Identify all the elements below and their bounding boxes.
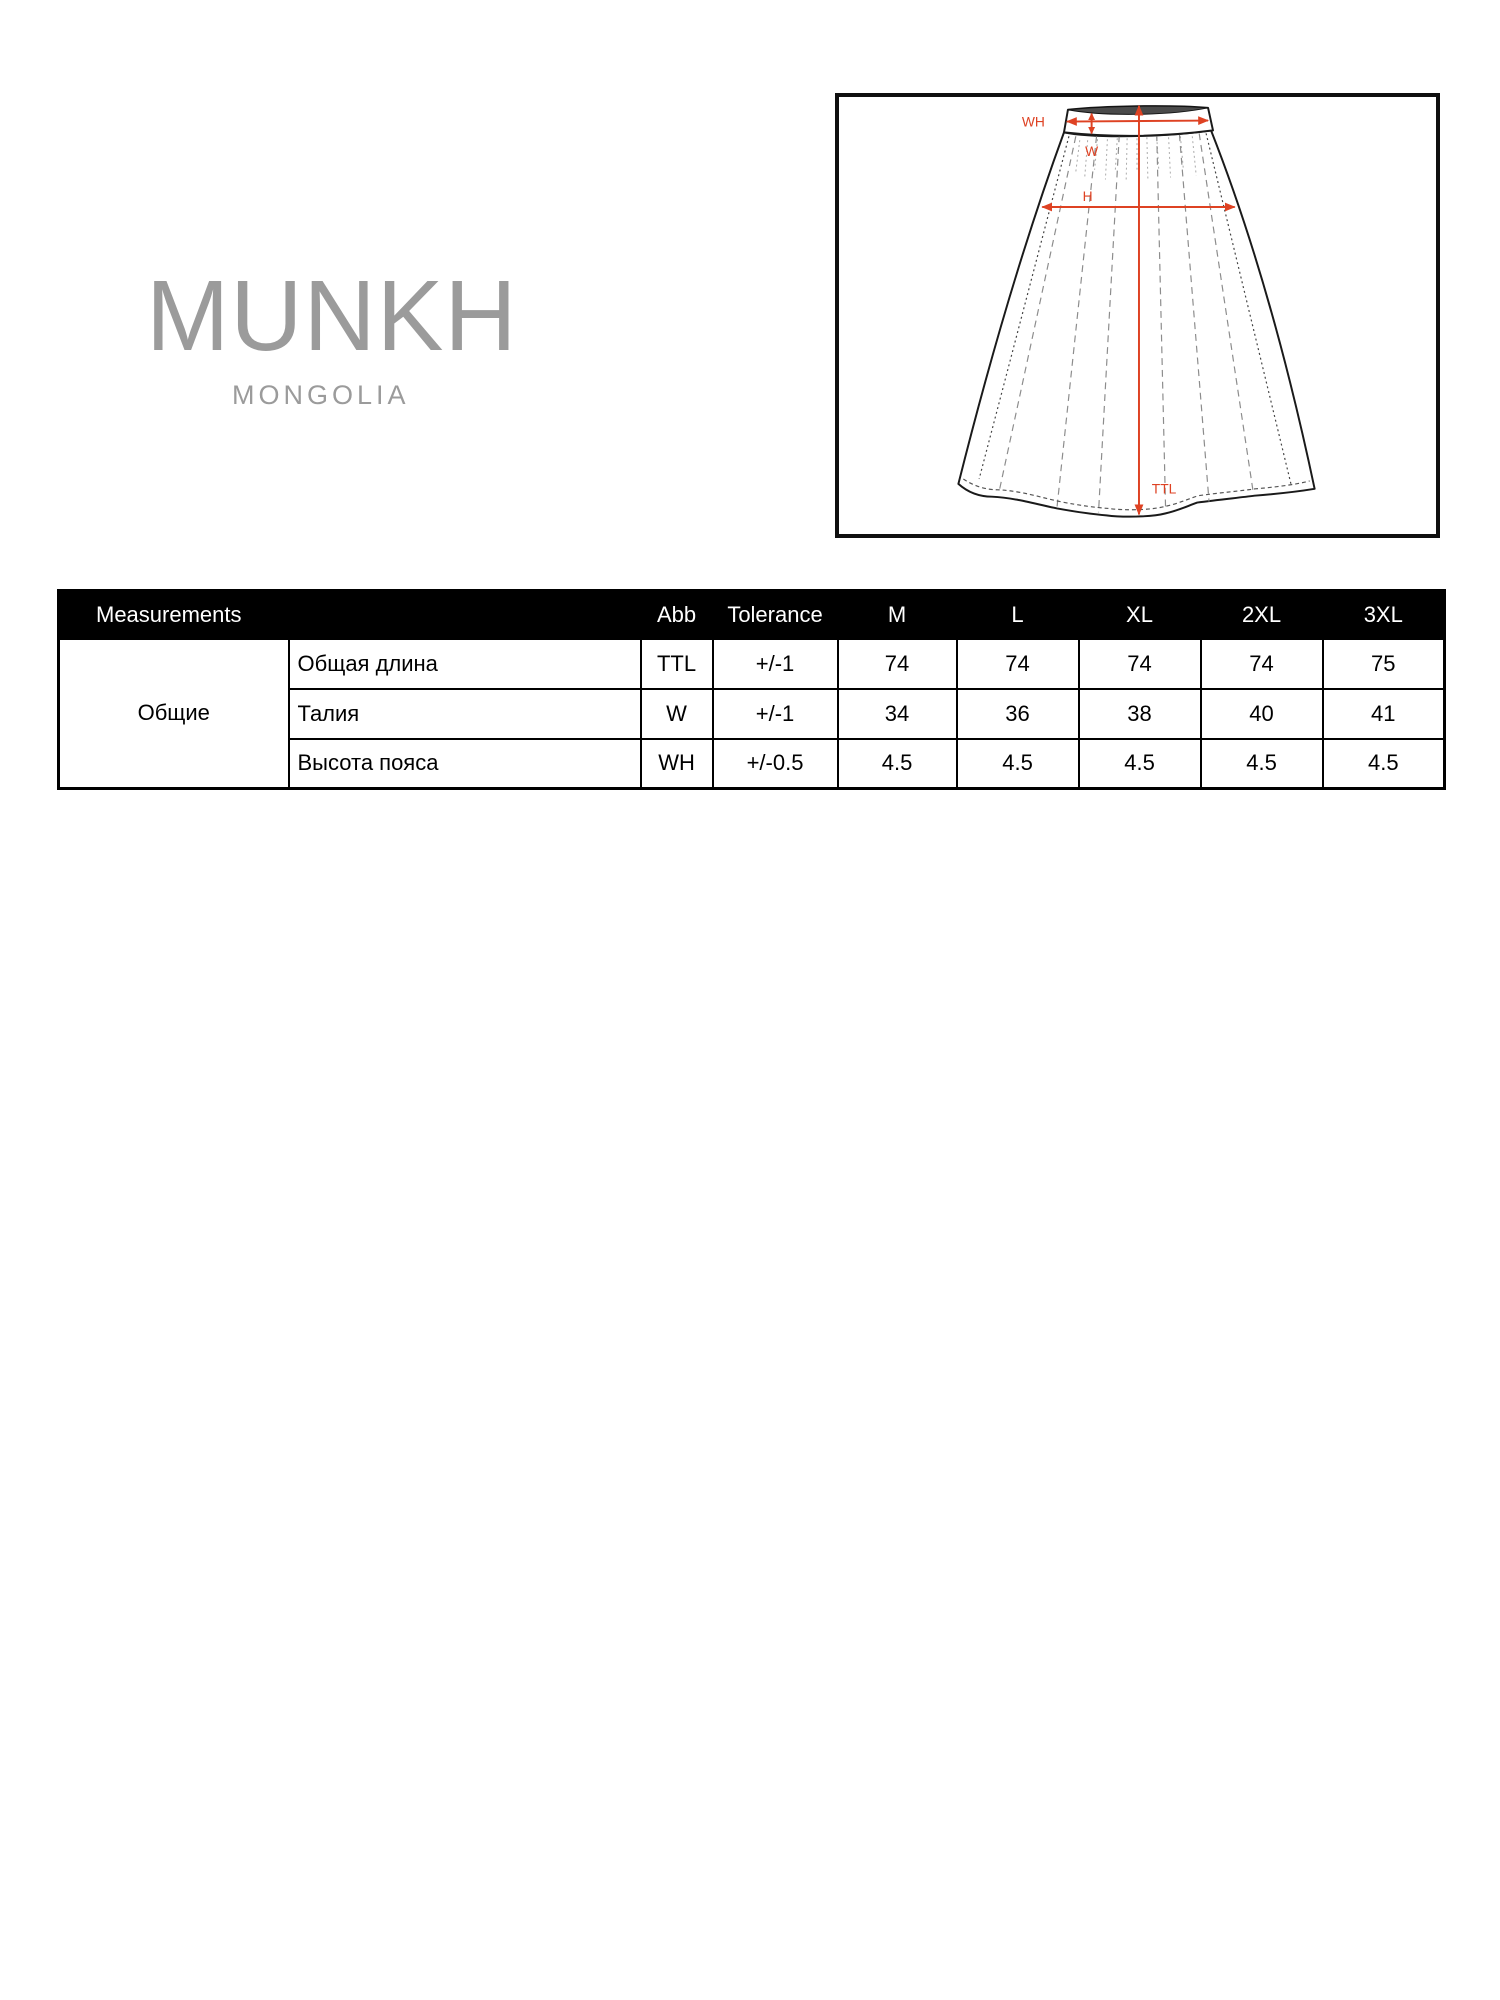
value-cell: 34 — [838, 689, 957, 739]
value-cell: 74 — [957, 639, 1079, 689]
tolerance-cell: +/-1 — [713, 689, 838, 739]
col-header-abb: Abb — [641, 591, 713, 639]
tolerance-cell: +/-1 — [713, 639, 838, 689]
wh-arrow — [1067, 121, 1208, 122]
value-cell: 74 — [838, 639, 957, 689]
col-header-size-l: L — [957, 591, 1079, 639]
abb-cell: TTL — [641, 639, 713, 689]
brand-name: MUNKH — [146, 260, 518, 372]
w-label: W — [1085, 143, 1099, 159]
h-label: H — [1082, 189, 1093, 205]
col-header-size-m: M — [838, 591, 957, 639]
skirt-technical-drawing — [839, 97, 1436, 534]
value-cell: 4.5 — [1323, 739, 1445, 789]
value-cell: 4.5 — [838, 739, 957, 789]
measurement-name-cell: Общая длина — [289, 639, 641, 689]
value-cell: 36 — [957, 689, 1079, 739]
wh-label: WH — [1021, 114, 1045, 130]
brand-subtitle: MONGOLIA — [232, 380, 410, 410]
value-cell: 4.5 — [1201, 739, 1323, 789]
measurements-table — [57, 589, 1446, 790]
measurement-name-cell: Высота пояса — [289, 739, 641, 789]
tolerance-cell: +/-0.5 — [713, 739, 838, 789]
group-cell: Общие — [59, 639, 289, 789]
abb-cell: W — [641, 689, 713, 739]
ttl-label: TTL — [1151, 481, 1177, 497]
measurement-name-cell: Талия — [289, 689, 641, 739]
col-header-size-xl: XL — [1079, 591, 1201, 639]
table-header-row — [59, 591, 1445, 639]
col-header-measurements: Measurements — [59, 591, 641, 639]
diagram-box — [835, 93, 1440, 538]
value-cell: 75 — [1323, 639, 1445, 689]
col-header-size-2xl: 2XL — [1201, 591, 1323, 639]
table-row — [59, 639, 1445, 689]
value-cell: 74 — [1079, 639, 1201, 689]
value-cell: 40 — [1201, 689, 1323, 739]
value-cell: 4.5 — [1079, 739, 1201, 789]
abb-cell: WH — [641, 739, 713, 789]
col-header-size-3xl: 3XL — [1323, 591, 1445, 639]
value-cell: 38 — [1079, 689, 1201, 739]
value-cell: 4.5 — [957, 739, 1079, 789]
col-header-tolerance: Tolerance — [713, 591, 838, 639]
value-cell: 41 — [1323, 689, 1445, 739]
skirt-body — [958, 130, 1314, 516]
value-cell: 74 — [1201, 639, 1323, 689]
